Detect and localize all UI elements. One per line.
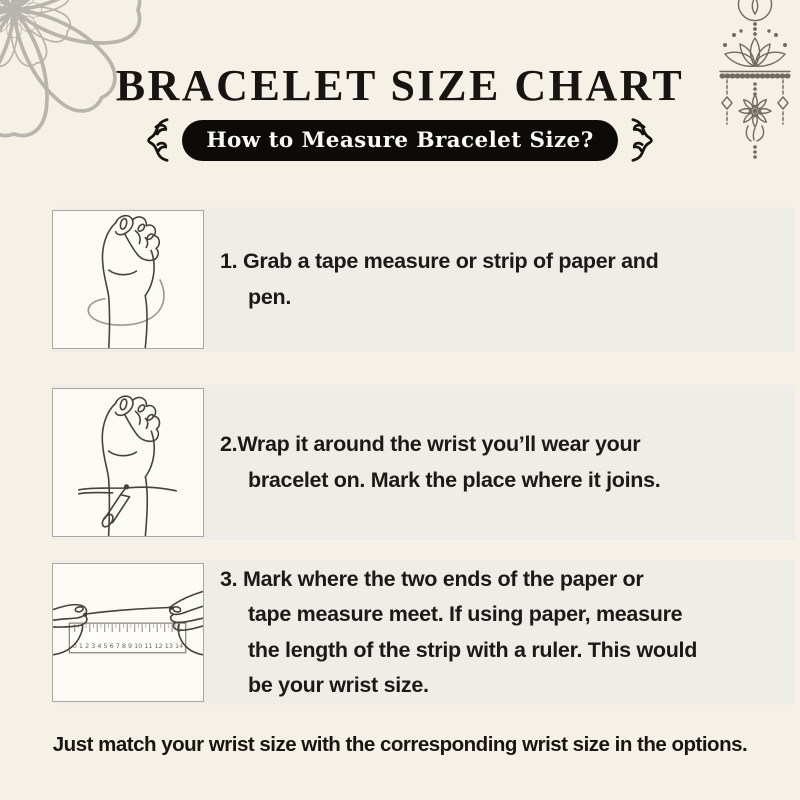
step3-line1: 3. Mark where the two ends of the paper or <box>220 566 644 591</box>
ruler-numbers: 0 1 2 3 4 5 6 7 8 9 10 11 12 13 14 <box>72 642 184 650</box>
step-row-2 <box>52 385 795 540</box>
step2-line1: 2.Wrap it around the wrist you’ll wear your <box>220 432 641 456</box>
step1-line1: 1. Grab a tape measure or strip of paper and <box>220 249 659 273</box>
step2-line2: bracelet on. Mark the place where it joins. <box>248 467 661 492</box>
footer-note: Just match your wrist size with the corresponding wrist size in the options. <box>52 733 748 756</box>
step1-illustration-box <box>52 210 204 349</box>
fist-with-tape-loop-icon <box>53 211 203 348</box>
curly-flourish-left-icon <box>139 116 173 164</box>
hands-holding-strip-over-ruler-icon <box>53 564 203 701</box>
fist-with-pen-marking-wrist-icon <box>53 389 203 536</box>
subtitle-pill: How to Measure Bracelet Size? <box>182 120 617 161</box>
step-row-1 <box>52 207 795 352</box>
step3-line2: tape measure meet. If using paper, measure <box>248 602 683 626</box>
page-title: BRACELET SIZE CHART <box>115 61 685 110</box>
step1-line2: pen. <box>248 284 291 309</box>
step2-illustration-box <box>52 388 204 537</box>
step-row-3 <box>52 560 795 705</box>
step3-line3: the length of the strip with a ruler. This would <box>248 637 698 662</box>
step3-illustration-box <box>52 563 204 702</box>
step3-line4: be your wrist size. <box>248 673 429 697</box>
step3-text <box>204 562 795 704</box>
step2-text <box>204 427 795 498</box>
subtitle-row <box>0 117 800 163</box>
step1-text <box>204 244 795 315</box>
curly-flourish-right-icon <box>627 116 661 164</box>
